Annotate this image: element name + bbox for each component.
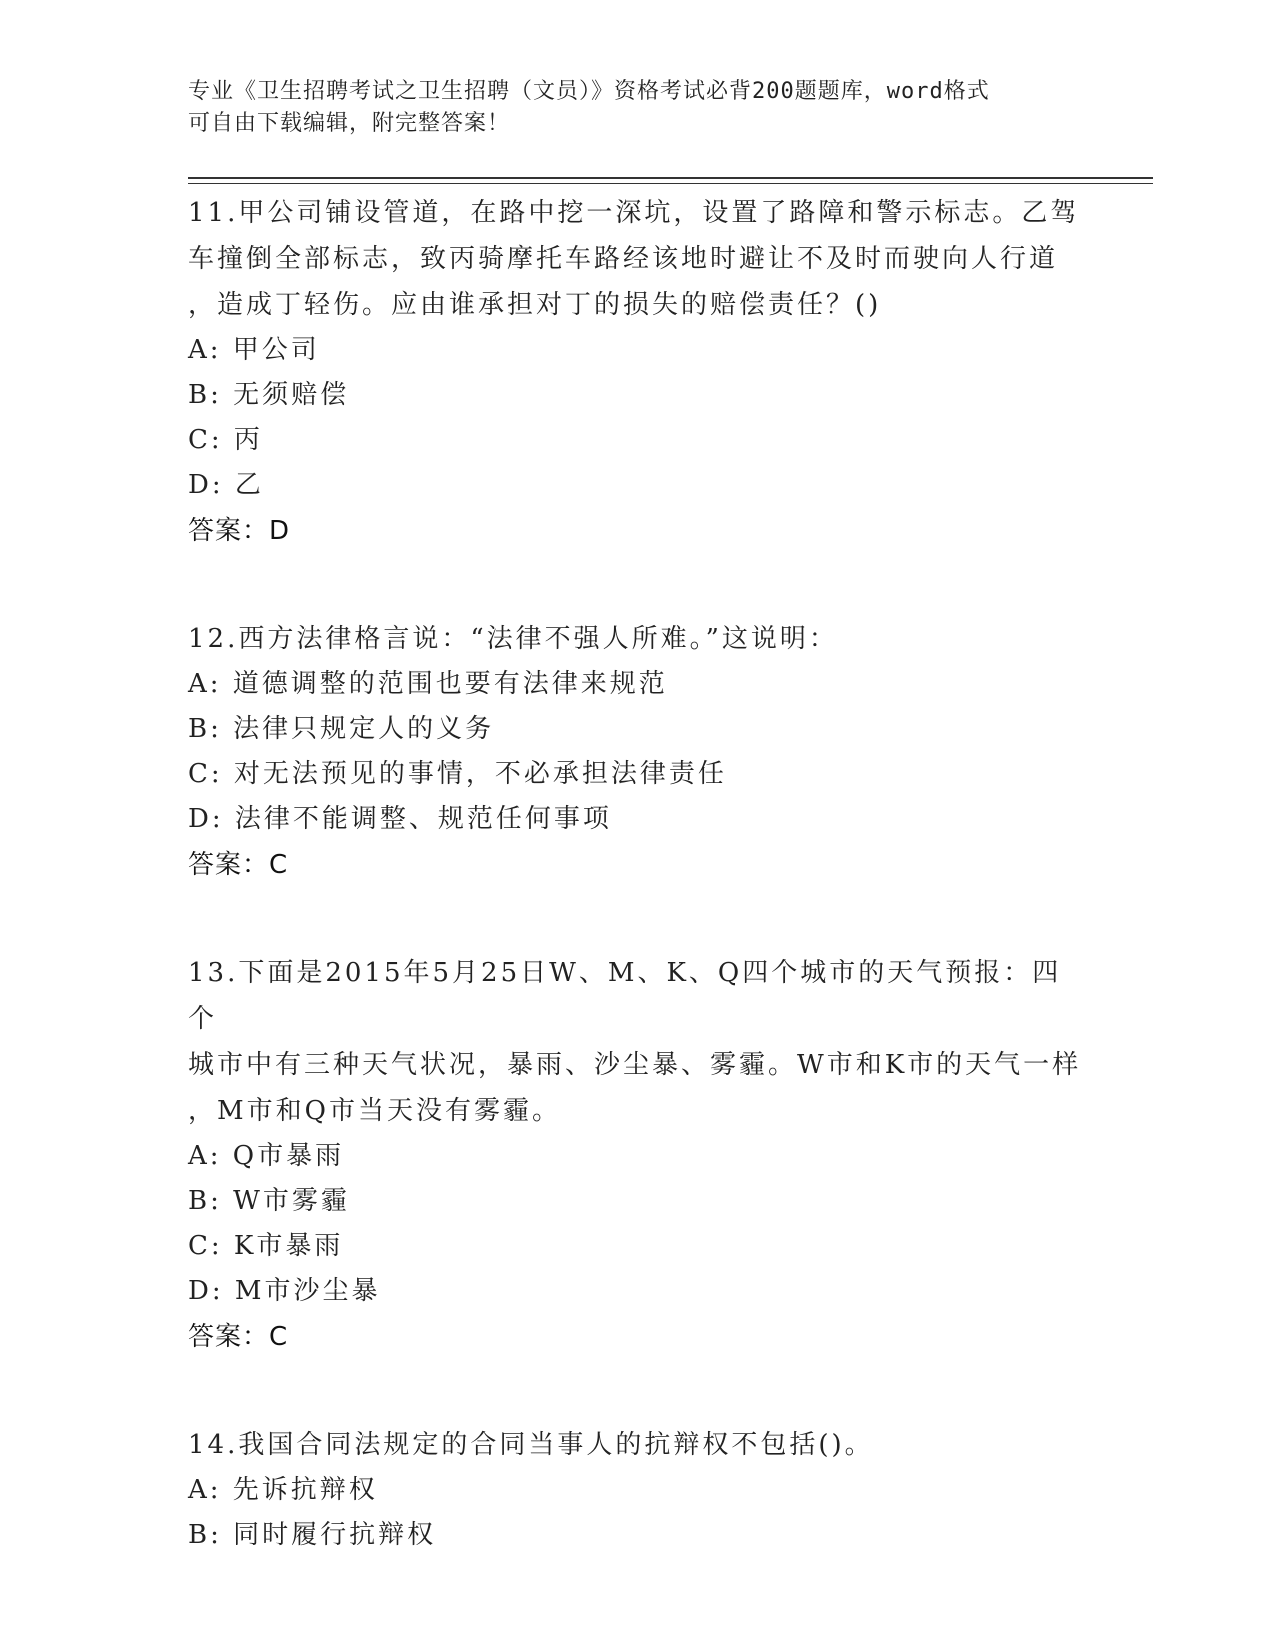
question-block [188, 950, 1088, 1360]
document-header [188, 76, 1088, 140]
stem-line: 11.甲公司铺设管道，在路中挖一深坑，设置了路障和警示标志。乙驾 [188, 198, 1080, 228]
option-a: A: 先诉抗辩权 [188, 1475, 378, 1505]
question-stem [188, 190, 1088, 328]
option-c: C: K市暴雨 [188, 1231, 344, 1261]
header-divider-thin [188, 183, 1153, 184]
stem-line: 车撞倒全部标志，致丙骑摩托车路经该地时避让不及时而驶向人行道 [188, 244, 1059, 274]
header-divider-thick [188, 177, 1153, 179]
header-line-2: 可自由下载编辑，附完整答案！ [188, 111, 511, 136]
stem-line: 14.我国合同法规定的合同当事人的抗辩权不包括()。 [188, 1430, 874, 1460]
option-c: C: 丙 [188, 425, 263, 455]
question-block [188, 616, 1088, 888]
option-b: B: 同时履行抗辩权 [188, 1520, 437, 1550]
spacer [188, 888, 1088, 950]
stem-line: 13.下面是2015年5月25日W、M、K、Q四个城市的天气预报：四个 [188, 958, 1062, 1034]
option-a: A: Q市暴雨 [188, 1141, 345, 1171]
option-d: D: M市沙尘暴 [188, 1276, 381, 1306]
option-a: A: 道德调整的范围也要有法律来规范 [188, 669, 668, 699]
option-a: A: 甲公司 [188, 335, 320, 365]
option-b: B: 法律只规定人的义务 [188, 714, 495, 744]
spacer [188, 554, 1088, 616]
header-line-1: 专业《卫生招聘考试之卫生招聘（文员）》资格考试必背200题题库，word格式 [188, 79, 990, 104]
answer-line: 答案：D [188, 516, 291, 546]
answer-line: 答案：C [188, 850, 289, 880]
question-block [188, 190, 1088, 554]
option-c: C: 对无法预见的事情，不必承担法律责任 [188, 759, 727, 789]
stem-line: ，M市和Q市当天没有雾霾。 [188, 1096, 561, 1126]
question-block [188, 1422, 1088, 1558]
option-b: B: W市雾霾 [188, 1186, 350, 1216]
option-b: B: 无须赔偿 [188, 380, 350, 410]
spacer [188, 1360, 1088, 1422]
option-d: D: 乙 [188, 470, 264, 500]
question-list [188, 190, 1088, 1558]
stem-line: 12.西方法律格言说：“法律不强人所难。”这说明： [188, 624, 838, 654]
stem-line: 城市中有三种天气状况，暴雨、沙尘暴、雾霾。W市和K市的天气一样 [188, 1050, 1082, 1080]
question-stem [188, 616, 1088, 662]
question-stem [188, 1422, 1088, 1468]
option-d: D: 法律不能调整、规范任何事项 [188, 804, 612, 834]
stem-line: ，造成丁轻伤。应由谁承担对丁的损失的赔偿责任？() [188, 290, 882, 320]
question-stem [188, 950, 1088, 1134]
answer-line: 答案：C [188, 1322, 289, 1352]
